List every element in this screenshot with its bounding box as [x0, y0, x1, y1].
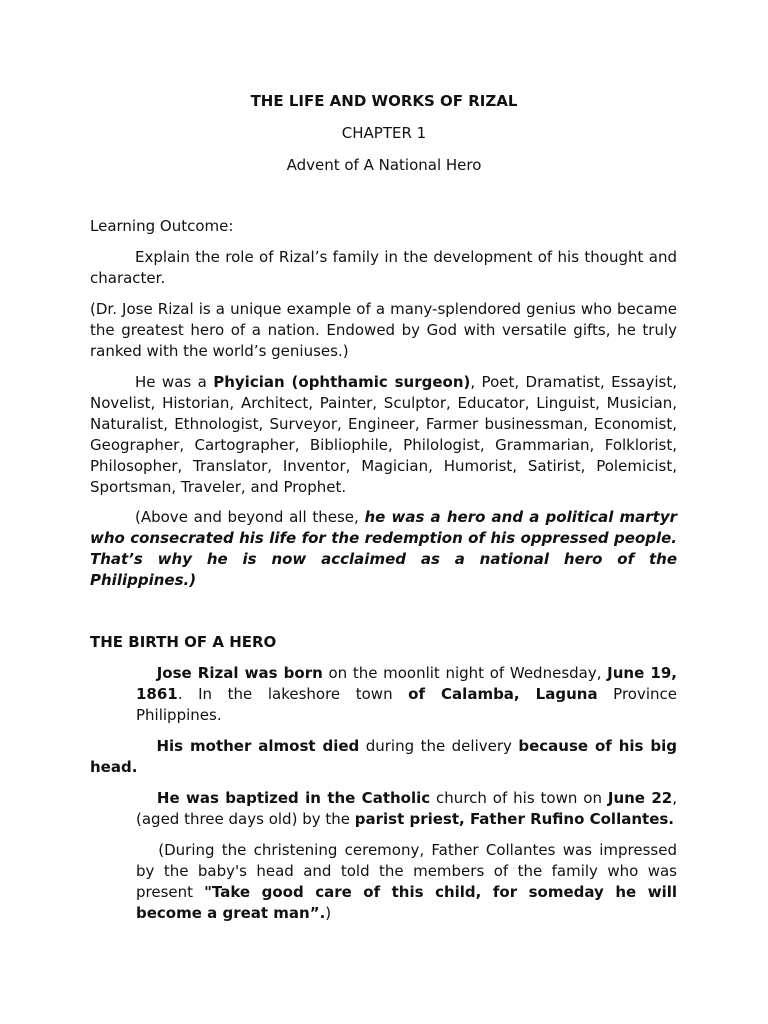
bullet-item	[136, 663, 677, 726]
bullet-bold: because of his big head.	[90, 737, 677, 776]
bullet-text: )	[325, 904, 332, 922]
bullet-bold: His mother almost died	[156, 737, 360, 755]
chapter-subtitle: Advent of A National Hero	[286, 156, 482, 174]
bullet-bold: of Calamba, Laguna	[408, 685, 598, 703]
bullet-item	[136, 788, 677, 830]
chapter-label: CHAPTER 1	[341, 124, 427, 142]
bullet-bold: June 19, 1861	[136, 664, 677, 703]
section-heading: THE BIRTH OF A HERO	[90, 633, 277, 651]
professions-bold: Phyician (ophthamic surgeon)	[213, 373, 471, 391]
professions-lead: He was a	[135, 373, 214, 391]
document-title: THE LIFE AND WORKS OF RIZAL	[250, 92, 518, 110]
bullet-text: church of his town on	[430, 789, 608, 807]
bullet-text: Province Philippines.	[136, 685, 677, 724]
bullet-text: , (aged three days old) by the	[136, 789, 677, 828]
bullet-text: during the delivery	[359, 737, 519, 755]
bullet-bold: Jose Rizal was born	[156, 664, 323, 682]
bullet-bold: He was baptized in the Catholic	[156, 789, 431, 807]
bullet-item	[90, 736, 677, 778]
learning-outcome-label: Learning Outcome:	[90, 217, 234, 235]
professions-rest: , Poet, Dramatist, Essayist, Novelist, Historian, Architect, Painter, Sculptor, Educator, Linguist, Musician, Naturalist, Ethnologist, Surveyor, Engineer, Farmer businessman, Economist, Geographer, Cartographer, Bibliophile, Philologist, Grammarian, Folklorist, Philosopher, Translator, Inventor, Magician, Humorist, Satirist, Polemicist, Sportsman, Traveler, and Prophet.	[90, 373, 677, 496]
intro-paragraph: (Dr. Jose Rizal is a unique example of a many-splendored genius who became the greatest hero of a nation. Endowed by God with versatile gifts, he truly ranked with the world’s geniuses.)	[90, 300, 677, 360]
bullet-item	[136, 840, 677, 924]
bullet-bold: parist priest, Father Rufino Collantes.	[354, 810, 674, 828]
hero-lead: (Above and beyond all these,	[135, 508, 365, 526]
hero-paragraph	[90, 507, 677, 591]
learning-outcome-text: Explain the role of Rizal’s family in the development of his thought and character.	[90, 248, 677, 287]
professions-paragraph	[90, 372, 677, 498]
bullet-text: . In the lakeshore town	[177, 685, 409, 703]
bullet-text: (During the christening ceremony, Father Collantes was impressed by the baby's head and told the members of the family who was present	[136, 841, 677, 901]
bullet-bold: June 22	[607, 789, 673, 807]
hero-emphasis: he was a hero and a political martyr who consecrated his life for the redemption of his oppressed people. That’s why he is now acclaimed as a national hero of the Philippines.)	[90, 508, 677, 589]
bullet-text: on the moonlit night of Wednesday,	[322, 664, 608, 682]
bullet-bold: "Take good care of this child, for someday he will become a great man”.	[136, 883, 678, 922]
